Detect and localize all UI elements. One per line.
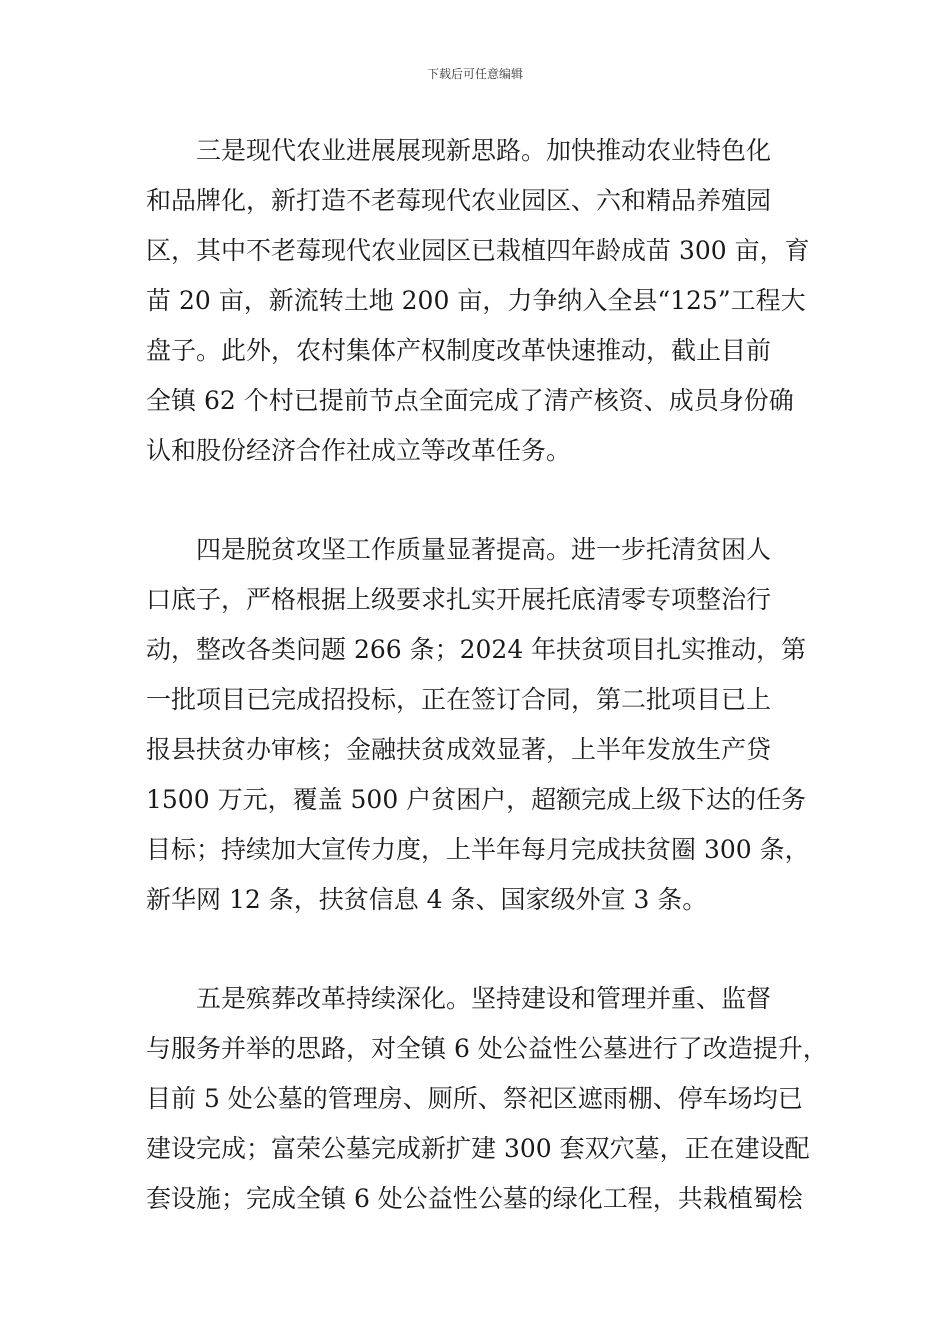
text-line: 一批项目已完成招投标，正在签订合同，第二批项目已上 (146, 685, 772, 714)
text-line: 口底子，严格根据上级要求扎实开展托底清零专项整治行 (146, 585, 772, 614)
text-line: 五是殡葬改革持续深化。坚持建设和管理并重、监督 (196, 984, 772, 1013)
page-header: 下载后可任意编辑 (426, 67, 523, 81)
text-line: 建设完成；富荣公墓完成新扩建 300 套双穴墓，正在建设配 (146, 1134, 810, 1163)
paragraph-poverty-alleviation (146, 525, 808, 925)
text-line: 三是现代农业进展展现新思路。加快推动农业特色化 (196, 136, 772, 165)
text-line: 与服务并举的思路，对全镇 6 处公益性公墓进行了改造提升， (146, 1034, 828, 1063)
text-line: 盘子。此外，农村集体产权制度改革快速推动，截止目前 (146, 336, 772, 365)
paragraph-funeral-reform (146, 974, 828, 1224)
paragraph-spacer (146, 476, 808, 525)
text-line: 新华网 12 条，扶贫信息 4 条、国家级外宣 3 条。 (146, 885, 708, 914)
text-line: 区，其中不老莓现代农业园区已栽植四年龄成苗 300 亩，育 (146, 236, 810, 265)
text-line: 目标；持续加大宣传力度，上半年每月完成扶贫圈 300 条， (146, 835, 810, 864)
text-line: 认和股份经济合作社成立等改革任务。 (146, 436, 572, 465)
paragraph-spacer (146, 925, 808, 974)
text-line: 四是脱贫攻坚工作质量显著提高。进一步托清贫困人 (196, 535, 772, 564)
text-line: 1500 万元，覆盖 500 户贫困户，超额完成上级下达的任务 (146, 785, 807, 814)
text-line: 和品牌化，新打造不老莓现代农业园区、六和精品养殖园 (146, 186, 772, 215)
document-body (146, 126, 828, 1224)
text-line: 报县扶贫办审核；金融扶贫成效显著，上半年发放生产贷 (146, 735, 772, 764)
text-line: 目前 5 处公墓的管理房、厕所、祭祀区遮雨棚、停车场均已 (146, 1084, 803, 1113)
text-line: 苗 20 亩，新流转土地 200 亩，力争纳入全县“125”工程大 (146, 286, 806, 315)
text-line: 全镇 62 个村已提前节点全面完成了清产核资、成员身份确 (146, 386, 794, 415)
text-line: 动，整改各类问题 266 条；2024 年扶贫项目扎实推动，第 (146, 635, 807, 664)
paragraph-agriculture (146, 126, 808, 476)
text-line: 套设施；完成全镇 6 处公益性公墓的绿化工程，共栽植蜀桧 (146, 1184, 803, 1213)
